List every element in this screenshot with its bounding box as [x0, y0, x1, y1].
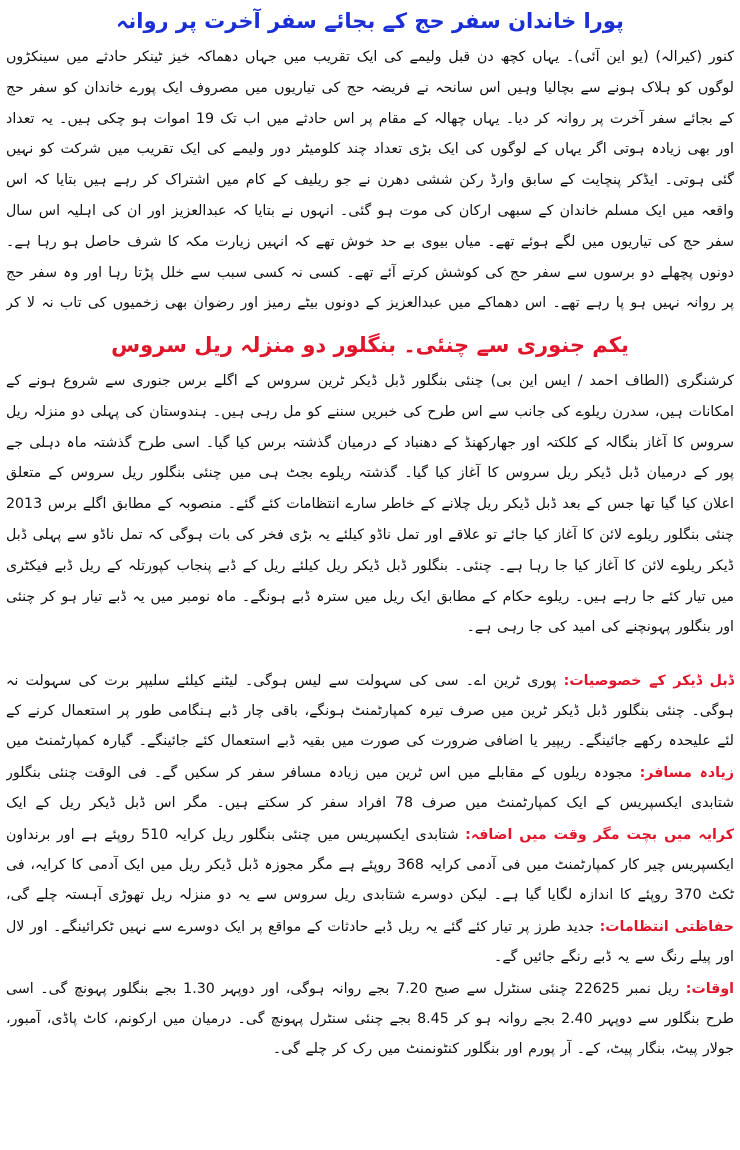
section-lead-features: ڈبل ڈیکر کے خصوصیات: — [563, 673, 734, 689]
section-features — [6, 666, 734, 758]
story-double-decker-intro: کرشنگری (الطاف احمد / ایس این بی) چنئی بنگلور ڈبل ڈیکر ٹرین سروس کے اگلے برس جنوری سے شروع ہونے کے امکانات ہیں، سدرن ریلوے کی جانب سے اس طرح کی خبریں سننے کو مل رہی ہیں۔ ہندوستان کی پہلی دو منزلہ ریل سروس کا آغاز بنگالہ کے کلکتہ اور جھارکھنڈ کے دھنباد کے درمیان گذشتہ برس کیا گیا۔ اسی طرح گذشتہ ماہ دہلی جے پور کے درمیان ڈبل ڈیکر ریل سروس کا آغاز کیا گیا۔ گذشتہ ریلوے بجٹ ہی میں چنئی بنگلور ریل سروس کے متعلق اعلان کیا گیا تھا جس کے بعد ڈبل ڈیکر ریل چلانے کے خاطر سارے انتظامات کئے گئے۔ منصوبہ کے مطابق اگلے برس 2013 چنئی بنگلور ریلوے لائن کا آغاز کیا جائے تو علاقے اور تمل ناڈو کیلئے یہ بڑی فخر کی بات ہوگی کہ تمل ناڈو سے پہلی ڈبل ڈیکر ریلوے لائن کا آغاز کیا جا رہا ہے۔ چنئی۔ بنگلور ڈبل ڈیکر ریل کیلئے ریل کے ڈبے پنجاب کپورتلہ کے ریل ڈبے فیکٹری میں تیار کئے جا رہے ہیں۔ ریلوے حکام کے مطابق ایک ریل میں سترہ ڈبے ہونگے۔ ماہ نومبر میں یہ ڈبے تیار ہو کر چنئی اور بنگلور پہونچنے کی امید کی جا رہی ہے۔ — [6, 373, 734, 636]
story-double-decker-train — [6, 330, 734, 1066]
section-body-timings: ریل نمبر 22625 چنئی سنٹرل سے صبح 7.20 بجے روانہ ہوگی، اور دوپہر 1.30 بجے بنگلور پہونچ گی۔ اسی طرح بنگلور سے دوپہر 2.40 بجے روانہ ہو کر 8.45 بجے چنئی سنٹرل پہونچ گی۔ درمیان میں ارکونم، کاٹ پاڈی، آمبور، جولار پیٹ، بنگار پیٹ، کے۔ آر پورم اور بنگلور کنٹونمنٹ میں رک کر چلے گی۔ — [6, 981, 734, 1058]
story-hajj-family — [6, 6, 734, 320]
section-lead-safety: حفاظتی انتظامات: — [599, 919, 734, 935]
section-body-more-passengers: مجودہ ریلوں کے مقابلے میں اس ٹرین میں زیادہ مسافر سفر کر سکیں گے۔ فی الوقت چنئی بنگلور شتابدی ایکسپریس کے ایک کمپارٹمنٹ میں صرف 78 افراد سفر کر سکتے ہیں۔ مگر اس ڈبل ڈیکر ریل کے ایک — [6, 765, 734, 812]
section-safety — [6, 912, 734, 974]
section-more-passengers — [6, 758, 734, 820]
section-lead-fare-time: کرایہ میں بچت مگر وقت میں اضافہ: — [465, 827, 734, 843]
section-timings — [6, 974, 734, 1066]
section-fare-time — [6, 820, 734, 912]
story-hajj-family-body: کنور (کیرالہ) (یو این آئی)۔ یہاں کچھ دن قبل ولیمے کی ایک تقریب میں جہاں دھماکہ خیز ٹینکر حادثے میں سینکڑوں لوگوں کو ہلاک ہونے سے بچالیا وہیں اس سانحہ نے فریضہ حج کی تیاریوں میں مصروف ایک پورے خاندان کو سفر حج کے بجائے سفر آخرت پر روانہ کر دیا۔ یہاں چھالہ کے مقام پر اس حادثے میں اب تک 19 اموات ہو چکی ہیں۔ یہ تعداد اور بھی زیادہ ہوتی اگر یہاں کے لوگوں کی ایک بڑی تعداد چند کلومیٹر دور ولیمے کی ایک تقریب میں شرکت کو نہیں گئی ہوتی۔ ایڈکر پنچایت کے سابق وارڈ رکن ششی دھرن نے جو ریلیف کے کام میں اشتراک کر رہے ہیں بتایا کہ اس واقعہ میں ایک مسلم خاندان کے سبھی ارکان کی موت ہو گئی۔ انہوں نے بتایا کہ عبدالعزیز اور ان کی اہلیہ اس سال سفر حج کی تیاریوں میں لگے ہوئے تھے۔ میاں بیوی بے حد خوش تھے کہ انہیں زیارت مکہ کا شرف حاصل ہو رہا ہے۔ دونوں پچھلے دو برسوں سے سفر حج کی کوشش کرتے آئے تھے۔ کسی نہ کسی سبب سے خلل پڑتا رہا اور وہ سفر حج پر روانہ نہیں ہو پا رہے تھے۔ اس دھماکے میں عبدالعزیز کے دونوں بیٹے رمیز اور رضوان بھی زخمیوں کی تاب نہ لا کر — [6, 49, 734, 312]
section-lead-timings: اوقات: — [685, 981, 734, 997]
headline-hajj-family: پورا خاندان سفر حج کے بجائے سفر آخرت پر روانہ — [116, 9, 624, 33]
section-body-features: پوری ٹرین اے۔ سی کی سہولت سے لیس ہوگی۔ لیٹنے کیلئے سلیپر برت کی سہولت نہ ہوگی۔ چنئی بنگلور ڈبل ڈیکر ٹرین میں صرف تیرہ کمپارٹمنٹ ہونگے، باقی چار ڈبے ہنگامی طور پر استعمال کرنے کے لئے علیحدہ رکھے جائینگے۔ ریپیر یا اضافی ضرورت کی صورت میں بقیہ ڈبے استعمال کئے جائینگے۔ گیارہ کمپارٹمنٹ میں — [6, 673, 734, 750]
section-body-safety: جدید طرز پر تیار کئے گئے یہ ریل ڈبے حادثات کے مواقع پر ایک دوسرے سے نہیں ٹکرائینگے۔ اور لال اور پیلے رنگ سے یہ ڈبے رنگے جائیں گے۔ — [6, 919, 734, 966]
section-lead-more-passengers: زیادہ مسافر: — [639, 765, 734, 781]
headline-double-decker-train: یکم جنوری سے چنئی۔ بنگلور دو منزلہ ریل سروس — [111, 333, 629, 357]
section-body-fare-time: شتابدی ایکسپریس میں چنئی بنگلور ریل کرایہ 510 روپئے ہے اور برنداون ایکسپریس چیر کار کمپارٹمنٹ میں فی آدمی کرایہ 368 روپئے ہے مگر مجوزہ ڈبل ڈیکر ریل میں ایک آدمی کا کرایہ، فی ٹکٹ 370 روپئے کا اندازہ لگایا گیا ہے۔ لیکن دوسرے شتابدی ریل سروس سے یہ دو منزلہ ریل تھوڑی آہستہ چلے گی، — [6, 827, 734, 904]
